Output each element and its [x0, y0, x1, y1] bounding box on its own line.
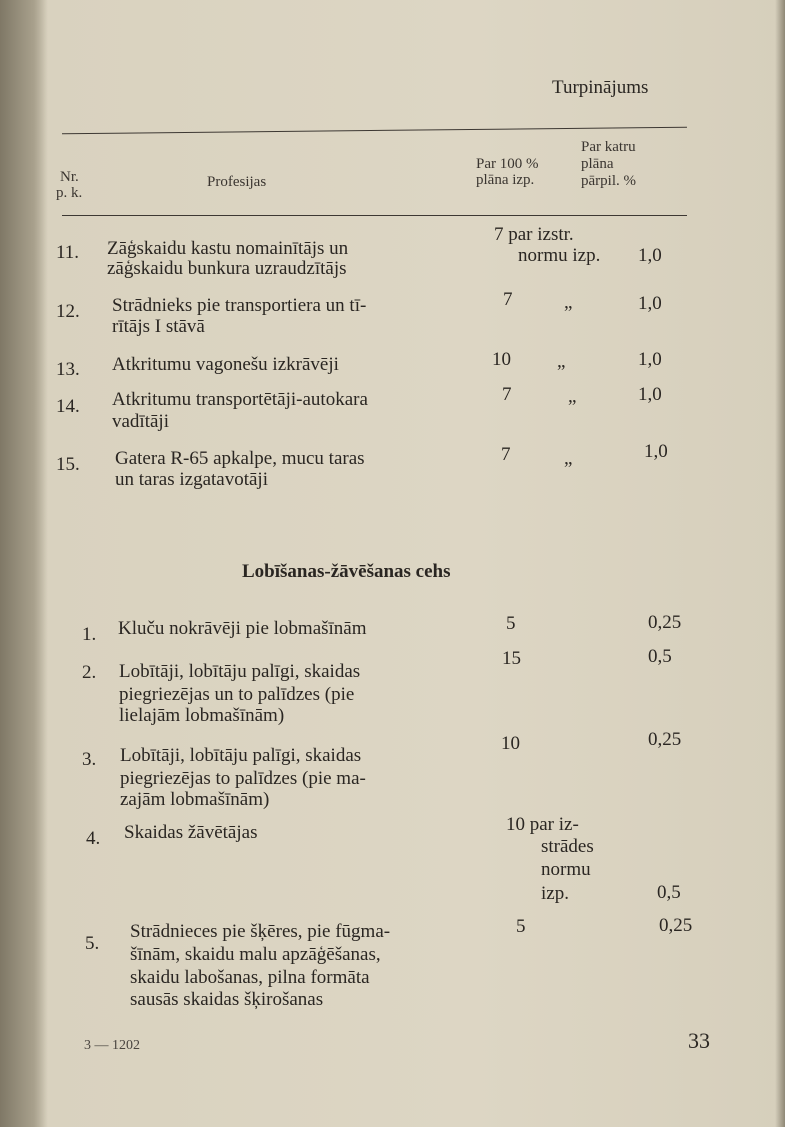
- header-profession: Profesijas: [207, 174, 267, 190]
- row-profession-line: un taras izgatavotāji: [115, 469, 268, 490]
- row-extra-rate: 1,0: [638, 245, 662, 266]
- row-number: 11.: [56, 242, 80, 263]
- row-plan-rate: 10: [492, 349, 511, 370]
- row-profession-line: Atkritumu transportētāji-autokara: [112, 389, 368, 410]
- row-number: 12.: [56, 301, 80, 322]
- header-col2-line1: Par katru: [581, 139, 636, 155]
- row-number: 14.: [56, 396, 80, 417]
- row-profession-line: Strādnieks pie transportiera un tī-: [112, 295, 367, 316]
- row-profession-line: skaidu labošanas, pilna formāta: [130, 967, 370, 988]
- running-head: Turpinājums: [552, 77, 649, 98]
- row-extra-rate: 1,0: [638, 349, 662, 370]
- row-profession-line: Kluču nokrāvēji pie lobmašīnām: [118, 618, 367, 639]
- header-top-rule: [62, 127, 687, 135]
- book-spine-shadow: [0, 0, 48, 1127]
- ditto-mark: „: [557, 351, 566, 372]
- row-profession-line: Strādnieces pie šķēres, pie fūgma-: [130, 921, 391, 942]
- header-col2-line2: plāna: [581, 156, 614, 172]
- page-number: 33: [688, 1028, 710, 1053]
- row-extra-rate: 0,5: [648, 646, 672, 667]
- row-profession-line: Atkritumu vagonešu izkrāvēji: [112, 354, 339, 375]
- row-profession-line: Skaidas žāvētājas: [124, 822, 258, 843]
- row-plan-rate: 10: [501, 733, 520, 754]
- row-extra-rate: 0,5: [657, 882, 681, 903]
- row-plan-rate-cont: normu izp.: [518, 245, 601, 266]
- row-profession-line: Gatera R-65 apkalpe, mucu taras: [115, 448, 365, 469]
- printer-signature: 3 — 1202: [84, 1038, 140, 1053]
- row-plan-rate: 7: [503, 289, 513, 310]
- book-page: [48, 12, 775, 1117]
- row-profession-line: rītājs I stāvā: [112, 316, 205, 337]
- row-extra-rate: 0,25: [648, 612, 682, 633]
- row-profession-line: Lobītāji, lobītāju palīgi, skaidas: [120, 745, 362, 766]
- row-extra-rate: 1,0: [638, 384, 662, 405]
- row-number: 2.: [82, 662, 97, 683]
- row-plan-rate: 5: [516, 916, 526, 937]
- header-col2-line3: pārpil. %: [581, 173, 636, 189]
- section-title: Lobīšanas-žāvēšanas cehs: [242, 561, 451, 582]
- row-number: 5.: [85, 933, 100, 954]
- row-plan-rate: 7: [502, 384, 512, 405]
- row-plan-rate-cont: izp.: [541, 883, 569, 904]
- row-profession-line: Lobītāji, lobītāju palīgi, skaidas: [119, 661, 361, 682]
- row-number: 15.: [56, 454, 80, 475]
- page-edge: [775, 0, 785, 1127]
- ditto-mark: „: [564, 292, 573, 313]
- row-number: 13.: [56, 359, 80, 380]
- row-profession-line: zajām lobmašīnām): [120, 789, 270, 810]
- row-extra-rate: 0,25: [648, 729, 682, 750]
- row-plan-rate: 7 par izstr.: [494, 224, 574, 245]
- header-nr: Nr.: [60, 169, 79, 185]
- ditto-mark: „: [568, 386, 577, 407]
- row-profession-line: zāģskaidu bunkura uzraudzītājs: [107, 258, 347, 279]
- header-col1-line2: plāna izp.: [476, 172, 535, 188]
- ditto-mark: „: [564, 448, 573, 469]
- row-plan-rate: 7: [501, 444, 511, 465]
- row-number: 3.: [82, 749, 97, 770]
- header-pk: p. k.: [56, 185, 83, 201]
- row-profession-line: lielajām lobmašīnām): [119, 705, 285, 726]
- row-extra-rate: 0,25: [659, 915, 693, 936]
- row-profession-line: Zāģskaidu kastu nomainītājs un: [107, 238, 349, 259]
- row-plan-rate: 5: [506, 613, 516, 634]
- row-plan-rate: 10 par iz-: [506, 814, 579, 835]
- row-profession-line: vadītāji: [112, 411, 169, 432]
- row-profession-line: šīnām, skaidu malu apzāģēšanas,: [130, 944, 381, 965]
- row-profession-line: piegriezējas to palīdzes (pie ma-: [120, 768, 366, 789]
- row-plan-rate-cont: strādes: [541, 836, 594, 857]
- row-plan-rate-cont: normu: [541, 859, 591, 880]
- row-number: 1.: [82, 624, 97, 645]
- row-extra-rate: 1,0: [644, 441, 668, 462]
- row-extra-rate: 1,0: [638, 293, 662, 314]
- row-number: 4.: [86, 828, 101, 849]
- row-profession-line: sausās skaidas šķirošanas: [130, 989, 324, 1010]
- header-bottom-rule: [62, 215, 687, 216]
- header-col1-line1: Par 100 %: [476, 156, 539, 172]
- row-profession-line: piegriezējas un to palīdzes (pie: [119, 684, 355, 705]
- row-plan-rate: 15: [502, 648, 521, 669]
